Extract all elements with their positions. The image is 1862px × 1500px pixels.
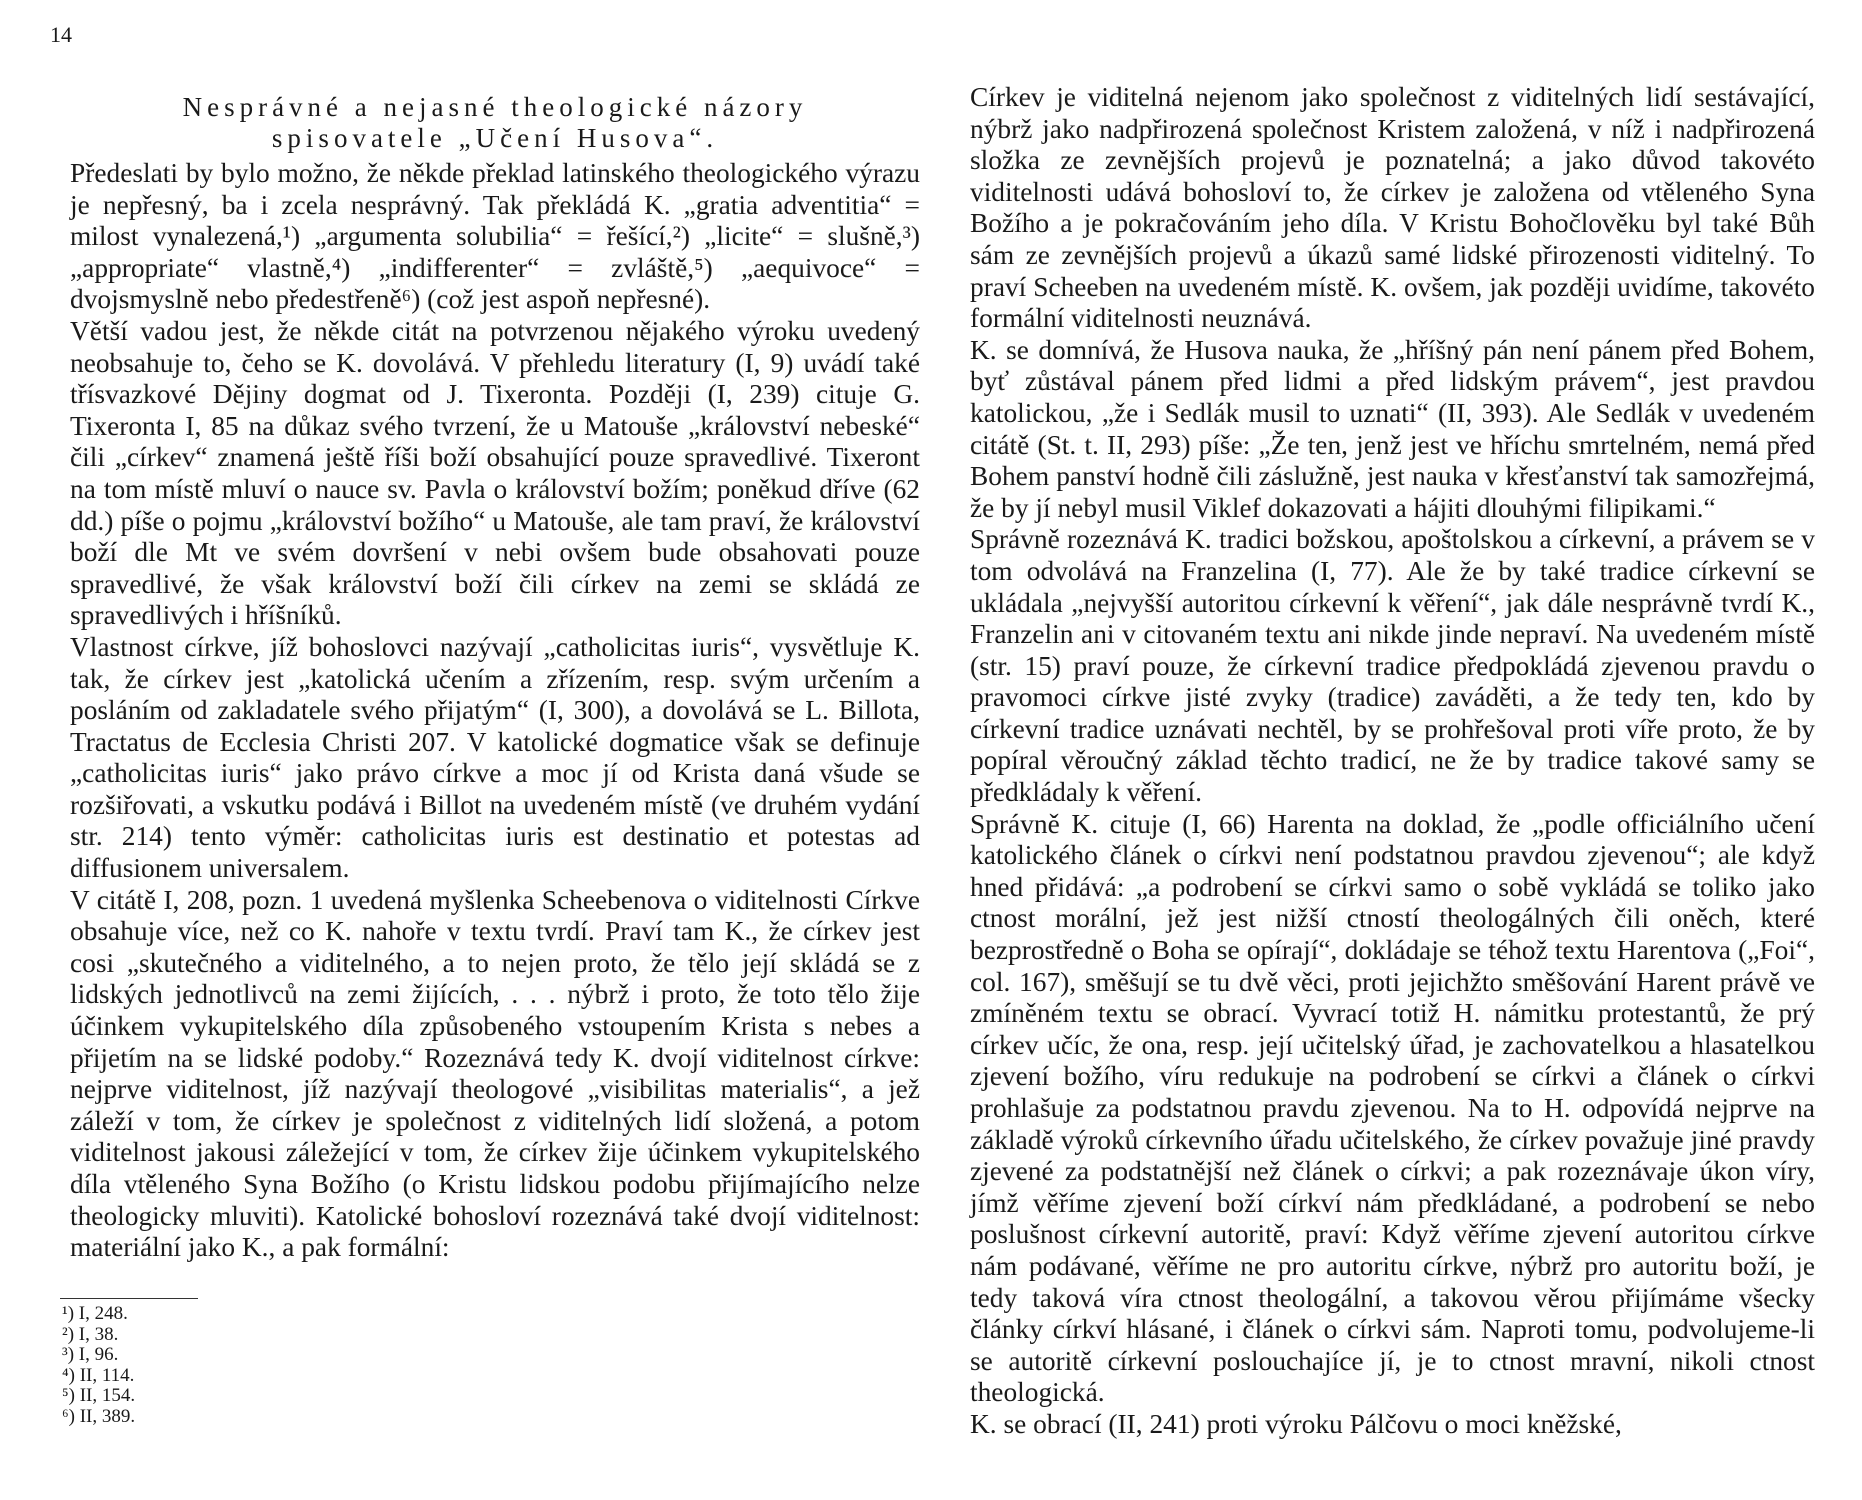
paragraph: K. se domnívá, že Husova nauka, že „hříšný pán není pánem před Bohem, byť zůstával pánem před lidmi a před lidským právem“, jest pravdou katolickou, „že i Sedlák musil to uznati“ (II, 393). Ale Sedlák v uvedeném citátě (St. t. II, 293) píše: „Že ten, jenž jest ve hříchu smrtelném, nemá před Bohem panství hodně čili záslužně, jest nauka v křesťanství tak samozřejmá, že by jí nebyl musil Viklef dokazovati a hájiti dlouhými filipikami.“	[970, 334, 1815, 523]
paragraph: Správně K. cituje (I, 66) Harenta na doklad, že „podle officiálního učení katolického článek o církvi není podstatnou pravdou zjevenou“; ale když hned přidává: „a podrobení se církvi samo o sobě vykládá se toliko jako ctnost morální, jež jest nižší ctností theologálných čili oněch, které bezprostředně o Boha se opírají“, dokládaje se téhož textu Harentova („Foi“, col. 167), směšují se tu dvě věci, proti jejichžto směšování Harent právě ve zmíněném textu se obrací. Vyvrací totiž H. námitku protestantů, že prý církev učíc, že ona, resp. její učitelský úřad, je zachovatelkou a hlasatelkou zjevení božího, víru redukuje na podrobení se církvi a článek o církvi prohlašuje za podstatnou pravdu zjevenou. Na to H. odpovídá nejprve na základě výroků církevního úřadu učitelského, že církev považuje jiné pravdy zjevené za podstatnější než článek o církvi; a pak rozeznávaje úkon víry, jímž věříme zjevení boží církví nám předkládané, a podrobení se nebo poslušnost církevní autoritě, praví: Když věříme zjevení autoritou církve nám podávané, věříme ne pro autoritu církve, nýbrž pro autoritu boží, je tedy taková víra ctnost theologální, a takovou věrou přijímáme všecky články církví hlásané, i článek o církvi sám. Naproti tomu, podvolujeme-li se autoritě církevní poslouchajíce jí, je to ctnost mravní, nikoli ctnost theologická.	[970, 808, 1815, 1408]
footnote: ¹) I, 248.	[62, 1303, 128, 1324]
footnote: ³) I, 96.	[62, 1344, 119, 1365]
paragraph: Předeslati by bylo možno, že někde překlad latinského theologického výrazu je nepřesný, ba i zcela nesprávný. Tak překládá K. „gratia adventitia“ = milost vynalezená,¹) „argumenta solubilia“ = řešící,²) „licite“ = slušně,³) „appropriate“ vlastně,⁴) „indifferenter“ = zvláště,⁵) „aequivoce“ = dvojsmyslně nebo předestřeně⁶) (což jest aspoň nepřesné).	[70, 158, 920, 315]
paragraph: Církev je viditelná nejenom jako společnost z viditelných lidí sestávající, nýbrž jako nadpřirozená společnost Kristem založená, v níž i nadpřirozená složka ze zevnějších projevů je poznatelná; a jako důvod takovéto viditelnosti udává bohosloví to, že církev je založena od vtěleného Syna Božího a je pokračováním jeho díla. V Kristu Bohočlověku byl také Bůh sám ze zevnějších projevů a úkazů samé lidské přirozenosti viditelný. To praví Scheeben na uvedeném místě. K. ovšem, jak později uvidíme, takovéto formální viditelnosti neuznává.	[970, 82, 1815, 334]
page-number: 14	[50, 22, 72, 47]
section-title-line-1: Nesprávné a nejasné theologické názory	[182, 92, 808, 122]
left-column	[70, 82, 920, 1264]
footnote-divider	[60, 1298, 198, 1299]
section-title	[70, 92, 920, 154]
paragraph: V citátě I, 208, pozn. 1 uvedená myšlenka Scheebenova o viditelnosti Církve obsahuje více, než co K. nahoře v textu tvrdí. Praví tam K., že církev jest cosi „skutečného a viditelného, a to nejen proto, že tělo její skládá se z lidských jednotlivců na zemi žijících, . . . nýbrž i proto, že toto tělo žije účinkem vykupitelského díla způsobeného vstoupením Krista s nebes a přijetím na se lidské podoby.“ Rozeznává tedy K. dvojí viditelnost církve: nejprve viditelnost, jíž nazývají theologové „visibilitas materialis“, a jež záleží v tom, že církev je společnost z viditelných lidí složená, a potom viditelnost jakousi záležející v tom, že církev žije účinkem vykupitelského díla vtěleného Syna Božího (o Kristu lidskou podobu přijímajícího nelze theologicky mluviti). Katolické bohosloví rozeznává také dvojí viditelnost: materiální jako K., a pak formální:	[70, 884, 920, 1263]
paragraph: Větší vadou jest, že někde citát na potvrzenou nějakého výroku uvedený neobsahuje to, čeho se K. dovolává. V přehledu literatury (I, 9) uvádí také třísvazkové Dějiny dogmat od J. Tixeronta. Později (I, 239) cituje G. Tixeronta I, 85 na důkaz svého tvrzení, že u Matouše „království nebeské“ čili „církev“ znamená ještě říši boží obsahující pouze spravedlivé. Tixeront na tom místě mluví o nauce sv. Pavla o království božím; poněkud dříve (62 dd.) píše o pojmu „království božího“ u Matouše, ale tam praví, že království boží dle Mt ve svém dovršení v nebi ovšem bude obsahovati pouze spravedlivé, že však království boží čili církev na zemi se skládá ze spravedlivých i hříšníků.	[70, 315, 920, 631]
footnote: ²) I, 38.	[62, 1323, 119, 1345]
section-title-line-2: spisovatele „Učení Husova“.	[271, 123, 719, 153]
footnote: ⁴) II, 114.	[62, 1364, 135, 1386]
paragraph: Vlastnost církve, jíž bohoslovci nazývají „catholicitas iuris“, vysvětluje K. tak, že církev jest „katolická učením a zřízením, resp. svým určením a posláním od zakladatele svého přijatým“ (I, 300), a dovolává se L. Billota, Tractatus de Ecclesia Christi 207. V katolické dogmatice však se definuje „catholicitas iuris“ jako právo církve a moc jí od Krista daná všude se rozšiřovati, a vskutku podává i Billot na uvedeném místě (ve druhém vydání str. 214) tento výměr: catholicitas iuris est destinatio et potestas ad diffusionem universalem.	[70, 631, 920, 884]
paragraph: Správně rozeznává K. tradici božskou, apoštolskou a církevní, a právem se v tom odvolává na Franzelina (I, 77). Ale že by také tradice církevní se ukládala „nejvyšší autoritou církevní k věření“, jak dále nesprávně tvrdí K., Franzelin ani v citovaném textu ani nikde jinde nepraví. Na uvedeném místě (str. 15) praví pouze, že církevní tradice předpokládá zjevenou pravdu o pravomoci církve jisté zvyky (tradice) zaváděti, a že tedy ten, kdo by církevní tradice uznávati nechtěl, by se prohřešoval proti víře proto, že by popíral věroučný základ těchto tradicí, ne že by tradice takové samy se předkládaly k věření.	[970, 524, 1815, 808]
right-column	[970, 82, 1815, 1441]
footnote: ⁵) II, 154.	[62, 1385, 136, 1406]
footnotes	[62, 1304, 135, 1427]
paragraph: K. se obrací (II, 241) proti výroku Pálčovu o moci kněžské,	[970, 1408, 1622, 1439]
footnote: ⁶) II, 389.	[62, 1405, 136, 1427]
